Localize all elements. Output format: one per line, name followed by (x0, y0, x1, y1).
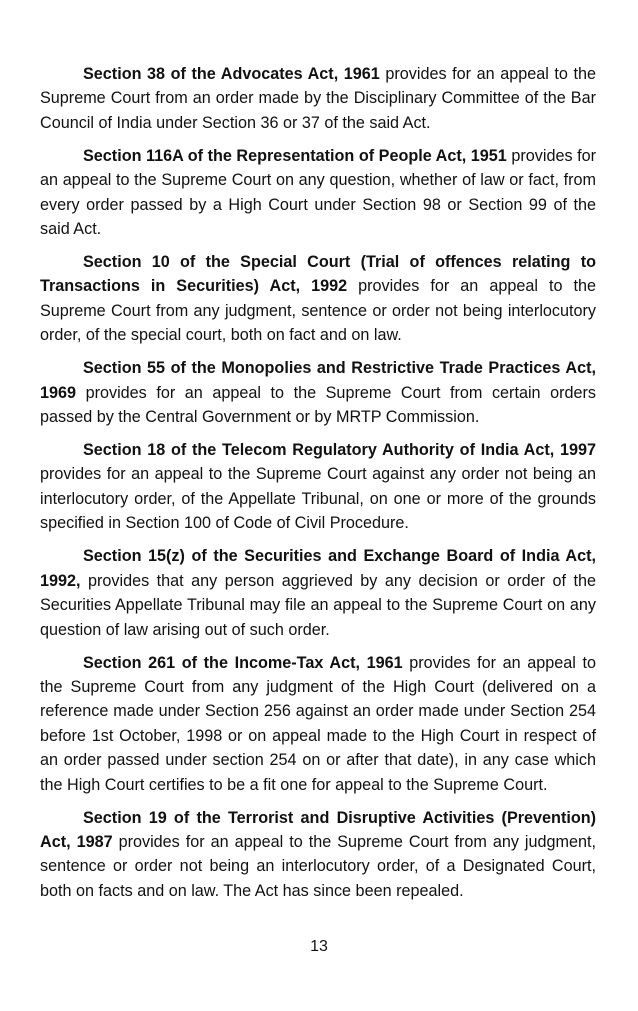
section-heading: Section 18 of the Telecom Regulatory Authority of India Act, 1997 (83, 441, 596, 460)
paragraph-text: provides for an appeal to the Supreme Court from an order made by the Disciplinary Committee of the Bar Council of India under Section 36 or 37 of the said Act. (40, 65, 596, 132)
section-heading: Section 38 of the Advocates Act, 1961 (83, 65, 380, 83)
paragraph-text: provides for an appeal to the Supreme Court on any question, whether of law or fact, from every order passed by a High Court under Section 98 or Section 99 of the said Act. (40, 146, 596, 239)
paragraph-mrtp-act (40, 356, 596, 429)
paragraph-tada-act (40, 806, 596, 904)
paragraph-sebi-act (40, 544, 596, 642)
section-heading: Section 55 of the Monopolies and Restrictive Trade Practices Act, 1969 (40, 359, 596, 402)
section-heading: Section 15(z) of the Securities and Exchange Board of India Act, 1992, (40, 547, 596, 590)
section-heading: Section 116A of the Representation of People Act, 1951 (83, 146, 507, 165)
page-number: 13 (310, 938, 328, 955)
paragraph-income-tax-act (40, 651, 596, 797)
paragraph-text: provides for an appeal to the Supreme Court from any judgment of the High Court (delivered on a reference made under Section 256 against an order made under Section 254 before 1st October, 1998 or on appeal made to the High Court in respect of an order passed under section 254 on or after that date), in any case which the High Court certifies to be a fit one for appeal to the Supreme Court. (40, 653, 596, 794)
paragraph-special-court-act (40, 250, 596, 348)
paragraph-text: provides for an appeal to the Supreme Court from any judgment, sentence or order not being an interlocutory order, of a Designated Court, both on facts and on law. The Act has since been repealed. (40, 832, 597, 900)
paragraph-text: provides for an appeal to the Supreme Court against any order not being an interlocutory order, of the Appellate Tribunal, on one or more of the grounds specified in Section 100 of Code of Civil Procedure. (40, 465, 596, 533)
document-body (40, 62, 596, 912)
section-heading: Section 19 of the Terrorist and Disruptive Activities (Prevention) Act, 1987 (40, 808, 596, 851)
paragraph-text: provides for an appeal to the Supreme Court from certain orders passed by the Central Government or by MRTP Commission. (40, 383, 596, 427)
paragraph-representation-of-people-act (40, 144, 596, 242)
paragraph-text: provides for an appeal to the Supreme Court from any judgment, sentence or order not being interlocutory order, of the special court, both on fact and on law. (40, 277, 596, 345)
paragraph-trai-act (40, 438, 596, 536)
paragraph-advocates-act (40, 62, 596, 135)
paragraph-text: provides that any person aggrieved by any decision or order of the Securities Appellate Tribunal may file an appeal to the Supreme Court on any question of law arising out of such order. (40, 571, 596, 639)
section-heading: Section 261 of the Income-Tax Act, 1961 (83, 653, 403, 672)
section-heading: Section 10 of the Special Court (Trial of offences relating to Transactions in Securities) Act, 1992 (40, 253, 596, 296)
